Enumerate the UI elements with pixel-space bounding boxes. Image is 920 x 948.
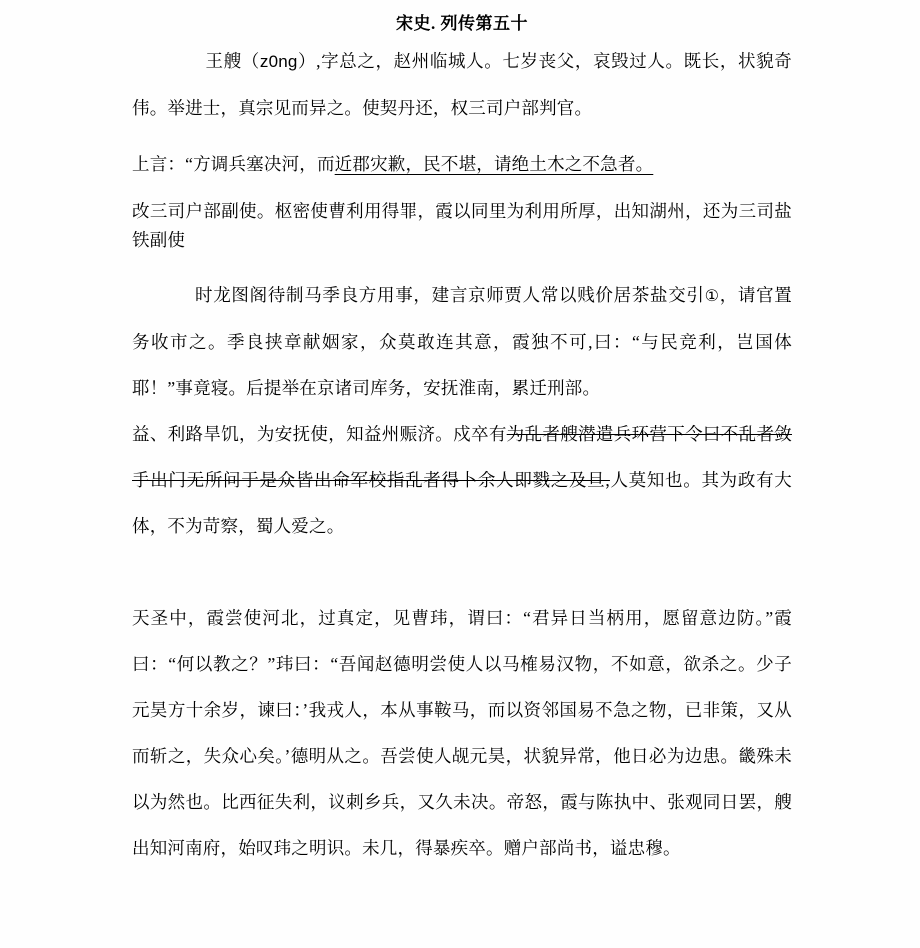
paragraph-gaisansi (132, 197, 792, 255)
paragraph-spacer (132, 187, 792, 197)
paragraph-tianshengzhong (132, 595, 792, 871)
paragraph-shilongtuge (132, 272, 792, 411)
text-run: 天圣中，霞尝使河北，过真定，见曹玮，谓曰：“君异日当柄用，愿留意边防。”霞曰：“何以教之？”玮曰：“吾闻赵德明尝使人以马榷易汉物，不如意，欲杀之。少子元昊方十余岁，谏曰：’我戎人，本从事鞍马，而以资邻国易不急之物，已非策，又从而斩之，失众心矣。’德明从之。吾尝使人觇元昊，状貌异常，他日必为边患。畿殊未以为然也。比西征失利，议刺乡兵，又久未决。帝怒，霞与陈执中、张观同日罢，艘出知河南府，始叹玮之明识。未几，得暴疾卒。赠户部尚书，谥忠穆。 (132, 608, 792, 858)
text-run: ）,字总之，赵州临城人。七岁丧父，哀毁过人。既长，状貌奇伟。举进士，真宗见而异之。使契丹还，权三司户部判官。 (132, 51, 792, 118)
paragraph-spacer (132, 549, 792, 595)
paragraph-opening (132, 38, 792, 131)
text-run: 益、利路旱饥，为安抚使，知益州赈济。戍卒有 (132, 424, 507, 444)
underlined-text-run: 近郡灾歉，民不堪，请绝土木之不急者。 (334, 154, 654, 174)
paragraph-spacer (132, 131, 792, 141)
page-title: 宋史. 列传第五十 (396, 14, 528, 33)
text-run: 人莫知也。其为政有大体，不为苛察，蜀人爱之。 (132, 470, 792, 536)
pinyin-annotation: z0ng (259, 52, 298, 71)
text-run: 改三司户部副使。枢密使曹利用得罪，霞以同里为利用所厚，出知湖州，还为三司盐铁副使 (132, 201, 792, 250)
text-run: 王艘（ (205, 51, 260, 71)
paragraph-shangyan (132, 141, 792, 187)
text-run: 上言：“方调兵塞决河，而 (132, 154, 335, 174)
paragraph-yililu (132, 411, 792, 549)
text-run: 时龙图阁待制马季良方用事，建言京师贾人常以贱价居茶盐交引 (195, 285, 705, 305)
document-body (132, 0, 792, 871)
text-run: ，请官置务收市之。季良挟章献姻家，众莫敢连其意，霞独不可,曰：“与民竞利，岂国体耶！”事竟寝。后提举在京诸司库务，安抚淮南，累迁刑部。 (132, 285, 792, 398)
struck-through-text-run: 为乱者艘潜遣兵环营下令曰不乱者敛手出门无所问于是众皆出命军校指乱者得卜余人即戮之及旦, (132, 424, 792, 490)
footnote-marker: ① (704, 286, 720, 305)
paragraph-spacer (132, 255, 792, 272)
